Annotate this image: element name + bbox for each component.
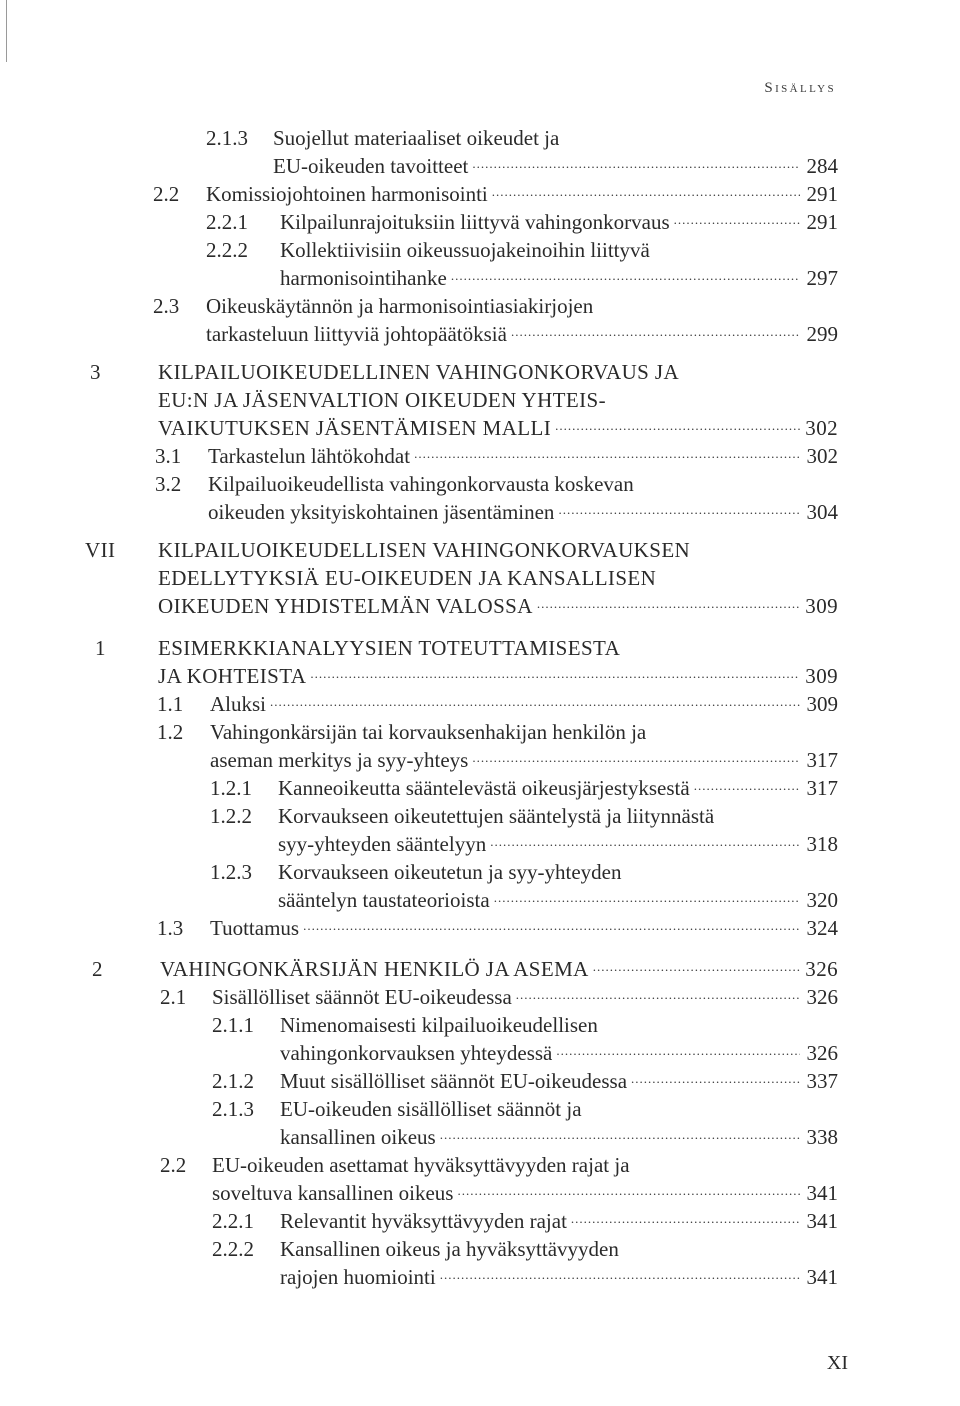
toc-entry-number: 2 [92, 957, 103, 981]
dot-leader [492, 186, 800, 208]
dot-leader [457, 1185, 800, 1207]
toc-entry-line: Komissiojohtoinen harmonisointi [206, 182, 488, 206]
toc-page-number: 317 [806, 748, 838, 772]
toc-entry-title [206, 180, 838, 208]
toc-entry-title [158, 634, 838, 690]
toc-page-number: 320 [806, 888, 838, 912]
toc-entry-line: OIKEUDEN YHDISTELMÄN VALOSSA [158, 594, 533, 618]
toc-page-number: 326 [806, 1041, 838, 1065]
toc-entry-line: Nimenomaisesti kilpailuoikeudellisen [280, 1013, 598, 1037]
toc-entry-line: EU-oikeuden asettamat hyväksyttävyyden rajat ja [212, 1153, 630, 1177]
toc-entry-line: Kollektiivisiin oikeussuojakeinoihin liittyvä [280, 238, 650, 262]
toc-entry-title [273, 124, 838, 180]
toc-entry-line: Kansallinen oikeus ja hyväksyttävyyden [280, 1237, 619, 1261]
dot-leader [555, 420, 800, 442]
toc-entry-number: 2.2.2 [212, 1237, 254, 1261]
toc-entry-number: 1.2.2 [210, 804, 252, 828]
toc-entry-line: sääntelyn taustateorioista [278, 888, 490, 912]
toc-entry-number: 3.2 [155, 472, 182, 496]
toc-page-number: 324 [806, 916, 838, 940]
toc-entry-number: 1.2 [157, 720, 184, 744]
toc-entry-title [278, 858, 838, 914]
dot-leader [558, 504, 800, 526]
toc-page-number: 317 [806, 776, 838, 800]
toc-entry-title [280, 1095, 838, 1151]
dot-leader [511, 326, 800, 348]
toc-page-number: 338 [806, 1125, 838, 1149]
toc-page-number: 326 [806, 985, 838, 1009]
toc-entry-title [208, 442, 838, 470]
dot-leader [556, 1045, 800, 1067]
dot-leader [571, 1213, 800, 1235]
toc-entry-line: Kilpailuoikeudellista vahingonkorvausta koskevan [208, 472, 634, 496]
toc-entry-line: Oikeuskäytännön ja harmonisointiasiakirjojen [206, 294, 594, 318]
toc-entry-number: 1.2.3 [210, 860, 252, 884]
dot-leader [472, 158, 800, 180]
toc-entry-title [280, 1235, 838, 1291]
page-number: XI [826, 1352, 848, 1374]
toc-entry-title [278, 802, 838, 858]
toc-entry-number: 1 [95, 636, 106, 660]
toc-entry-line: EDELLYTYKSIÄ EU-OIKEUDEN JA KANSALLISEN [158, 566, 657, 590]
toc-entry-title [210, 914, 838, 942]
toc-entry-title [280, 1067, 838, 1095]
toc-entry-line: KILPAILUOIKEUDELLINEN VAHINGONKORVAUS JA [158, 360, 680, 384]
toc-page-number: 341 [806, 1181, 838, 1205]
dot-leader [674, 214, 800, 236]
toc-entry-line: EU-oikeuden tavoitteet [273, 154, 469, 178]
toc-page-number: 326 [805, 957, 838, 981]
toc-entry-title [208, 470, 838, 526]
toc-page-number: 337 [806, 1069, 838, 1093]
toc-entry-number: 1.3 [157, 916, 184, 940]
toc-page-number: 291 [806, 182, 838, 206]
toc-entry-number: 2.3 [153, 294, 180, 318]
toc-entry-title [280, 1207, 838, 1235]
toc-entry-title [210, 718, 838, 774]
toc-entry-line: EU:N JA JÄSENVALTION OIKEUDEN YHTEIS- [158, 388, 607, 412]
toc-entry-number: 2.2.1 [212, 1209, 254, 1233]
toc-entry-line: KILPAILUOIKEUDELLISEN VAHINGONKORVAUKSEN [158, 538, 691, 562]
dot-leader [494, 892, 800, 914]
toc-entry-number: 3 [90, 360, 101, 384]
toc-entry-number: 2.2.2 [206, 238, 248, 262]
toc-entry-line: Sisällölliset säännöt EU-oikeudessa [212, 985, 512, 1009]
toc-page-number: 318 [806, 832, 838, 856]
toc-entry-number: 1.2.1 [210, 776, 252, 800]
toc-entry-number: 2.2.1 [206, 210, 248, 234]
toc-page-number: 302 [805, 416, 838, 440]
toc-entry-line: Tuottamus [210, 916, 300, 940]
toc-entry-number: 2.1.3 [212, 1097, 254, 1121]
toc-page-number: 284 [806, 154, 838, 178]
running-head: Sisällys [764, 80, 836, 96]
toc-entry-line: ESIMERKKIANALYYSIEN TOTEUTTAMISESTA [158, 636, 621, 660]
toc-entry-number: 2.2 [153, 182, 180, 206]
toc-entry-line: EU-oikeuden sisällölliset säännöt ja [280, 1097, 582, 1121]
toc-entry-line: harmonisointihanke [280, 266, 447, 290]
toc-entry-line: Kanneoikeutta sääntelevästä oikeusjärjestyksestä [278, 776, 690, 800]
toc-page-number: 291 [806, 210, 838, 234]
dot-leader [537, 598, 800, 620]
toc-page-number: 304 [806, 500, 838, 524]
toc-entry-line: Tarkastelun lähtökohdat [208, 444, 411, 468]
toc-entry-title [160, 955, 838, 983]
toc-entry-line: aseman merkitys ja syy-yhteys [210, 748, 469, 772]
toc-page-number: 309 [806, 692, 838, 716]
dot-leader [516, 989, 800, 1011]
dot-leader [310, 668, 800, 690]
toc-entry-number: VII [85, 538, 116, 562]
toc-entry-number: 2.1.2 [212, 1069, 254, 1093]
toc-entry-title [280, 208, 838, 236]
dot-leader [472, 752, 800, 774]
toc-entry-title [212, 983, 838, 1011]
toc-entry-title [206, 292, 838, 348]
toc-entry-line: syy-yhteyden sääntelyyn [278, 832, 487, 856]
toc-page-number: 341 [806, 1209, 838, 1233]
dot-leader [303, 920, 800, 942]
toc-entry-line: Korvaukseen oikeutetun ja syy-yhteyden [278, 860, 622, 884]
toc-page-number: 299 [806, 322, 838, 346]
toc-entry-line: JA KOHTEISTA [158, 664, 307, 688]
toc-entry-line: Korvaukseen oikeutettujen sääntelystä ja liitynnästä [278, 804, 715, 828]
toc-entry-title [210, 690, 838, 718]
toc-entry-title [278, 774, 838, 802]
toc-entry-line: Kilpailunrajoituksiin liittyvä vahingonkorvaus [280, 210, 670, 234]
toc-entry-number: 2.1.3 [206, 126, 248, 150]
toc-entry-line: kansallinen oikeus [280, 1125, 436, 1149]
toc-entry-number: 2.1 [160, 985, 187, 1009]
toc-page-number: 341 [806, 1265, 838, 1289]
toc-entry-title [280, 236, 838, 292]
toc-entry-line: Suojellut materiaaliset oikeudet ja [273, 126, 560, 150]
toc-entry-line: tarkasteluun liittyviä johtopäätöksiä [206, 322, 507, 346]
toc-entry-line: vahingonkorvauksen yhteydessä [280, 1041, 553, 1065]
toc-entry-line: VAIKUTUKSEN JÄSENTÄMISEN MALLI [158, 416, 552, 440]
toc-entry-title [158, 358, 838, 442]
dot-leader [414, 448, 800, 470]
toc-entry-number: 2.2 [160, 1153, 187, 1177]
toc-entry-line: Vahingonkärsijän tai korvauksenhakijan henkilön ja [210, 720, 647, 744]
toc-entry-line: Muut sisällölliset säännöt EU-oikeudessa [280, 1069, 628, 1093]
toc-entry-number: 1.1 [157, 692, 184, 716]
toc-entry-title [212, 1151, 838, 1207]
dot-leader [490, 836, 800, 858]
toc-entry-line: Relevantit hyväksyttävyyden rajat [280, 1209, 567, 1233]
toc-entry-title [280, 1011, 838, 1067]
toc-entry-line: oikeuden yksityiskohtainen jäsentäminen [208, 500, 555, 524]
toc-entry-line: soveltuva kansallinen oikeus [212, 1181, 454, 1205]
toc-page-number: 302 [806, 444, 838, 468]
toc-page-number: 309 [805, 664, 838, 688]
dot-leader [593, 961, 800, 983]
dot-leader [440, 1129, 800, 1151]
toc-page-number: 297 [806, 266, 838, 290]
dot-leader [440, 1269, 800, 1291]
dot-leader [270, 696, 800, 718]
toc-entry-line: Aluksi [210, 692, 267, 716]
toc-entry-line: VAHINGONKÄRSIJÄN HENKILÖ JA ASEMA [160, 957, 589, 981]
dot-leader [631, 1073, 800, 1095]
toc-entry-number: 3.1 [155, 444, 182, 468]
toc-entry-line: rajojen huomiointi [280, 1265, 436, 1289]
toc-page-number: 309 [805, 594, 838, 618]
dot-leader [694, 780, 800, 802]
dot-leader [451, 270, 800, 292]
toc-entry-title [158, 536, 838, 620]
toc-entry-number: 2.1.1 [212, 1013, 254, 1037]
